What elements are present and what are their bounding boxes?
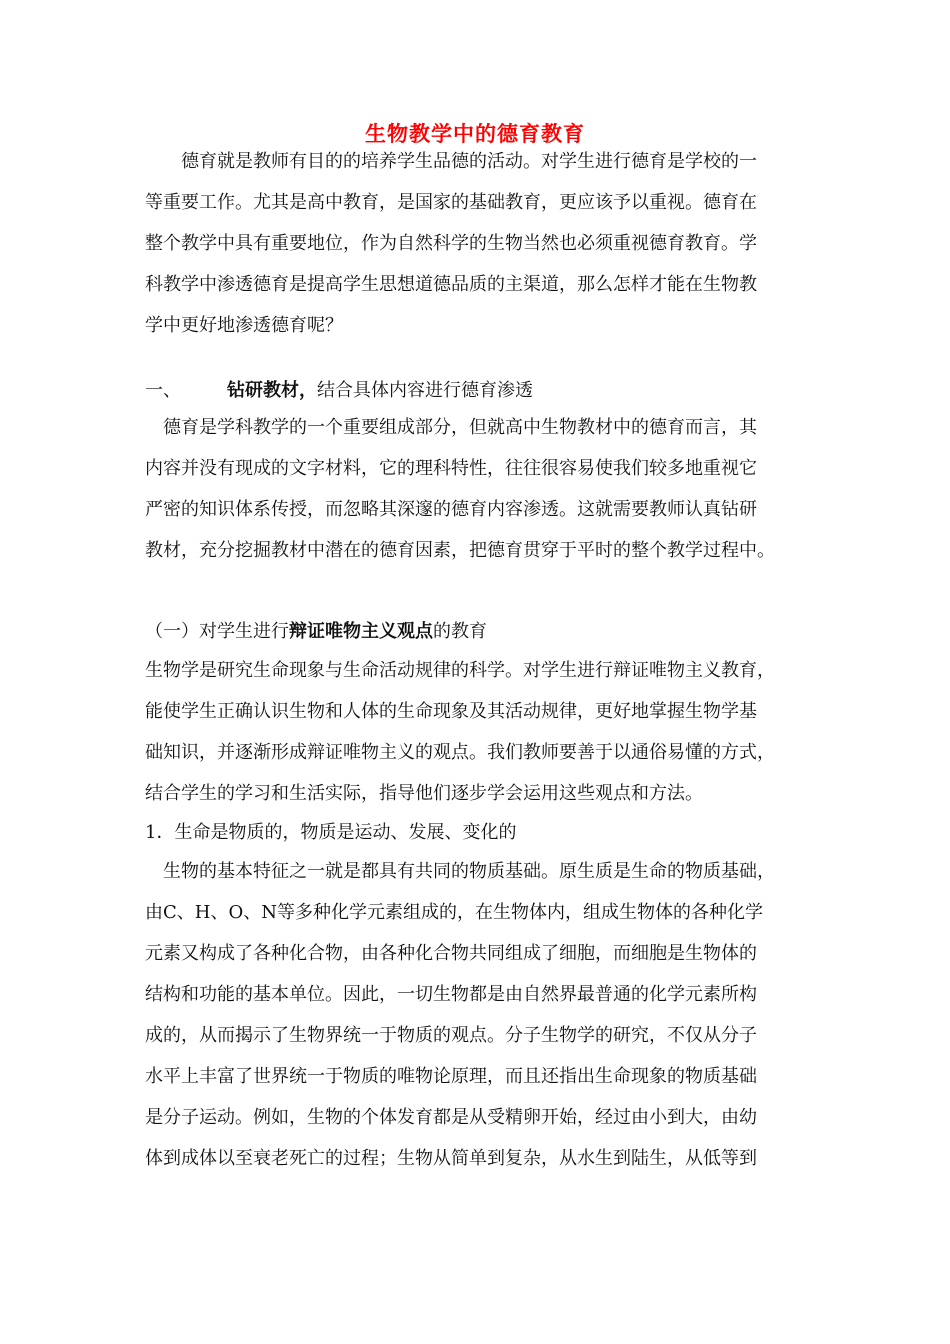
point-line: 结构和功能的基本单位。因此，一切生物都是由自然界最普通的化学元素所构	[145, 984, 757, 1005]
section-line: 德育是学科教学的一个重要组成部分，但就高中生物教材中的德育而言，其	[163, 417, 757, 438]
subsection-line: 生物学是研究生命现象与生命活动规律的科学。对学生进行辩证唯物主义教育，	[145, 660, 775, 681]
subsection-heading	[145, 620, 815, 644]
section-line: 严密的知识体系传授，而忽略其深邃的德育内容渗透。这就需要教师认真钻研	[145, 499, 757, 520]
subsection-line: 结合学生的学习和生活实际，指导他们逐步学会运用这些观点和方法。	[145, 783, 703, 804]
subsection-line: 能使学生正确认识生物和人体的生命现象及其活动规律，更好地掌握生物学基	[145, 701, 757, 722]
intro-line: 学中更好地渗透德育呢？	[145, 315, 343, 336]
intro-line: 德育就是教师有目的的培养学生品德的活动。对学生进行德育是学校的一	[181, 151, 757, 172]
intro-line: 等重要工作。尤其是高中教育，是国家的基础教育，更应该予以重视。德育在	[145, 192, 757, 213]
subsection-suffix: 的教育	[433, 621, 487, 642]
intro-line: 科教学中渗透德育是提高学生思想道德品质的主渠道，那么怎样才能在生物教	[145, 274, 757, 295]
point-line: 是分子运动。例如，生物的个体发育都是从受精卵开始，经过由小到大，由幼	[145, 1107, 757, 1128]
section-heading-bold: 钻研教材，	[227, 380, 317, 401]
section-number: 一、	[145, 380, 181, 401]
point-line: 元素又构成了各种化合物，由各种化合物共同组成了细胞，而细胞是生物体的	[145, 943, 757, 964]
section-line: 内容并没有现成的文字材料，它的理科特性，往往很容易使我们较多地重视它	[145, 458, 757, 479]
subsection-prefix: （一）对学生进行	[145, 621, 289, 642]
point-line: 生物的基本特征之一就是都具有共同的物质基础。原生质是生命的物质基础，	[163, 861, 775, 882]
point-line: 由C、H、O、N等多种化学元素组成的，在生物体内，组成生物体的各种化学	[145, 902, 763, 923]
document-title: 生物教学中的德育教育	[365, 121, 585, 146]
point-line: 成的，从而揭示了生物界统一于物质的观点。分子生物学的研究，不仅从分子	[145, 1025, 757, 1046]
point-line: 水平上丰富了世界统一于物质的唯物论原理，而且还指出生命现象的物质基础	[145, 1066, 757, 1087]
section-heading	[145, 379, 815, 403]
subsection-line: 础知识，并逐渐形成辩证唯物主义的观点。我们教师要善于以通俗易懂的方式，	[145, 742, 775, 763]
point-line: 体到成体以至衰老死亡的过程；生物从简单到复杂，从水生到陆生，从低等到	[145, 1148, 757, 1169]
intro-line: 整个教学中具有重要地位，作为自然科学的生物当然也必须重视德育教育。学	[145, 233, 757, 254]
section-line: 教材，充分挖掘教材中潜在的德育因素，把德育贯穿于平时的整个教学过程中。	[145, 540, 775, 561]
point-heading: 1．生命是物质的，物质是运动、发展、变化的	[145, 822, 517, 843]
section-heading-text: 结合具体内容进行德育渗透	[317, 380, 533, 401]
subsection-bold: 辩证唯物主义观点	[289, 621, 433, 642]
